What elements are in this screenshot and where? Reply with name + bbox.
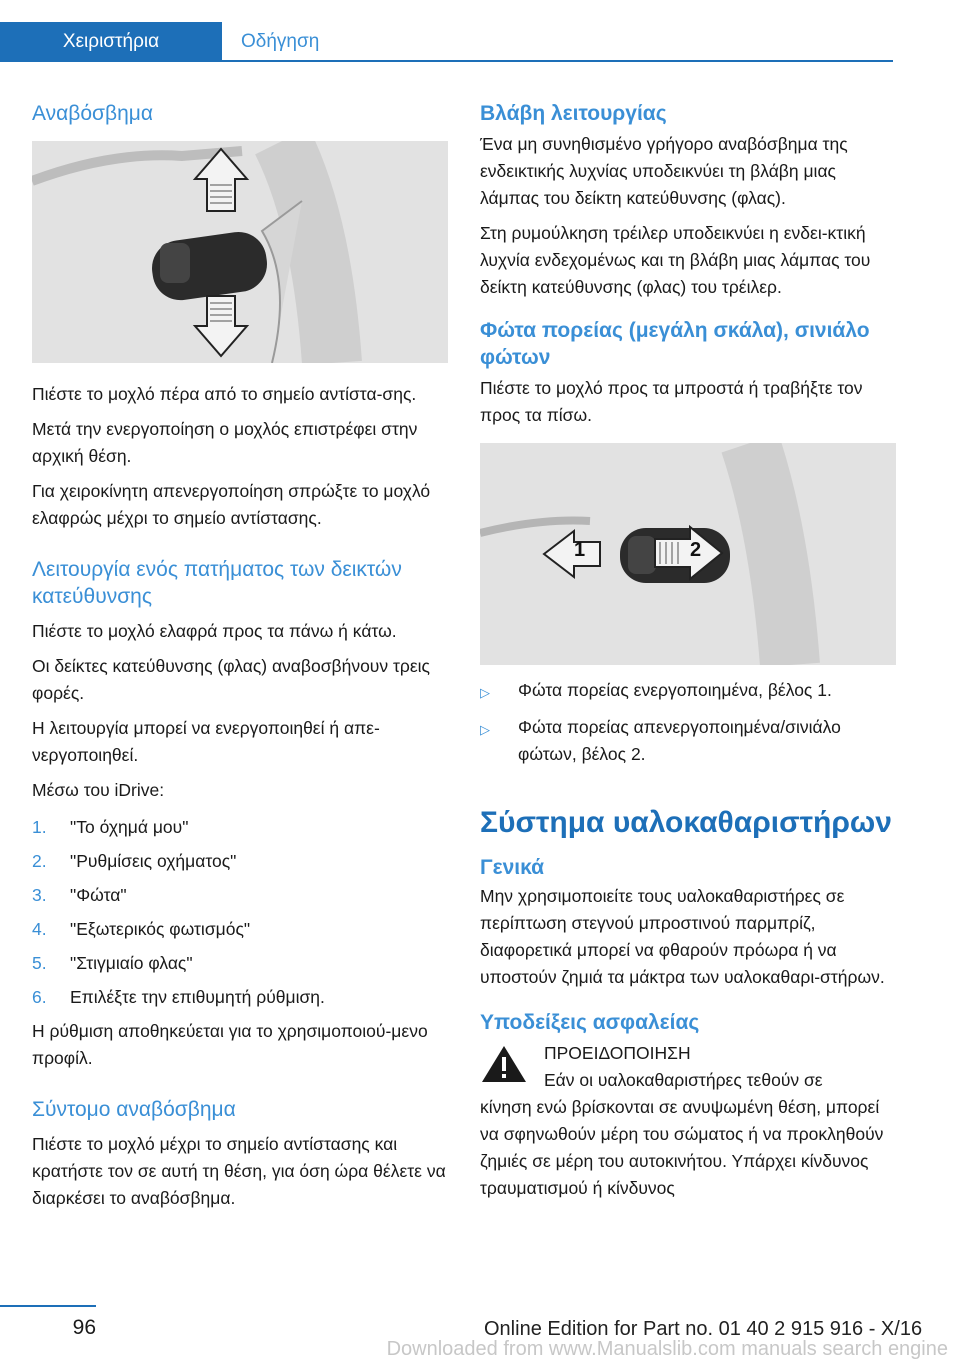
lever-forward-back-drawing — [480, 443, 896, 665]
warning-lead: Εάν οι υαλοκαθαριστήρες τεθούν σε — [544, 1070, 823, 1090]
section-title-malfunction: Βλάβη λειτουργίας — [480, 102, 667, 125]
list-item — [32, 882, 448, 909]
watermark: Downloaded from www.Manualslib.com manuals search engine — [386, 1338, 948, 1360]
step-number: 1. — [32, 817, 47, 837]
paragraph: Πιέστε το μοχλό ελαφρά προς τα πάνω ή κάτω. — [32, 621, 397, 641]
section-title-flashing: Αναβόσβημα — [32, 102, 153, 125]
lever-up-down-drawing — [32, 141, 448, 363]
paragraph: Στη ρυμούλκηση τρέιλερ υποδεικνύει η ενδει-κτική λυχνία ενδεχομένως και τη βλάβη μιας λάμπας του δείκτη κατεύθυνσης (φλας) του τρέιλερ. — [480, 223, 871, 297]
arrow-label-2: 2 — [690, 539, 702, 561]
list-item — [32, 814, 448, 841]
section-title-short-flash: Σύντομο αναβόσβημα — [32, 1098, 236, 1121]
step-text: "Φώτα" — [70, 885, 127, 905]
bullet-text: Φώτα πορείας απενεργοποιημένα/σινιάλο φώτων, βέλος 2. — [518, 717, 841, 764]
tab-driving[interactable]: Οδήγηση — [241, 31, 320, 52]
step-number: 6. — [32, 987, 47, 1007]
list-item — [32, 984, 448, 1011]
tab-underline — [222, 60, 893, 62]
list-item — [32, 950, 448, 977]
paragraph: Πιέστε το μοχλό προς τα μπροστά ή τραβήξτε τον προς τα πίσω. — [480, 378, 863, 425]
step-number: 2. — [32, 851, 47, 871]
chapter-title-wipers: Σύστημα υαλοκαθαριστήρων — [480, 806, 892, 839]
lever-up-down-illustration — [32, 141, 448, 363]
high-beam-bullets — [480, 677, 896, 768]
step-number: 5. — [32, 953, 47, 973]
section-title-safety: Υποδείξεις ασφαλείας — [480, 1011, 700, 1034]
step-text: "Στιγμιαίο φλας" — [70, 953, 193, 973]
step-text: "Ρυθμίσεις οχήματος" — [70, 851, 237, 871]
edition-footer: Online Edition for Part no. 01 40 2 915 916 - X/16 — [484, 1318, 923, 1340]
step-text: "Το όχημά μου" — [70, 817, 189, 837]
left-column — [32, 100, 448, 1220]
idrive-steps-list — [32, 814, 448, 1011]
page-number: 96 — [72, 1316, 96, 1339]
top-tab-bar — [0, 22, 893, 62]
step-number: 4. — [32, 919, 47, 939]
warning-heading: ΠΡΟΕΙΔΟΠΟΙΗΣΗ — [544, 1043, 691, 1063]
section-title-high-beams: Φώτα πορείας (μεγάλη σκάλα), σινιάλο φώτων — [480, 319, 870, 369]
paragraph: Η ρύθμιση αποθηκεύεται για το χρησιμοποιού-μενο προφίλ. — [32, 1021, 428, 1068]
step-number: 3. — [32, 885, 47, 905]
warning-block — [480, 1040, 896, 1094]
tab-controls[interactable]: Χειριστήρια — [0, 22, 222, 62]
paragraph: Οι δείκτες κατεύθυνσης (φλας) αναβοσβήνουν τρεις φορές. — [32, 656, 430, 703]
list-item — [480, 677, 896, 706]
paragraph: Πιέστε το μοχλό μέχρι το σημείο αντίστασης και κρατήστε τον σε αυτή τη θέση, για όση ώρα θέλετε να διαρκέσει το αναβόσβημα. — [32, 1134, 446, 1208]
list-item — [32, 848, 448, 875]
list-item — [32, 916, 448, 943]
triangle-bullet-icon: ▷ — [480, 722, 490, 737]
section-title-one-touch: Λειτουργία ενός πατήματος των δεικτών κατεύθυνσης — [32, 558, 402, 608]
section-title-general: Γενικά — [480, 856, 545, 879]
warning-triangle-icon — [480, 1044, 528, 1084]
list-item — [480, 714, 896, 768]
page-number-rule — [0, 1305, 96, 1307]
triangle-bullet-icon: ▷ — [480, 685, 490, 700]
paragraph: Ένα μη συνηθισμένο γρήγορο αναβόσβημα της ενδεικτικής λυχνίας υποδεικνύει τη βλάβη μιας λάμπας του δείκτη κατεύθυνσης (φλας). — [480, 134, 848, 208]
arrow-label-1: 1 — [574, 539, 586, 561]
paragraph: Μέσω του iDrive: — [32, 780, 165, 800]
step-text: Επιλέξτε την επιθυμητή ρύθμιση. — [70, 987, 325, 1007]
paragraph: Για χειροκίνητη απενεργοποίηση σπρώξτε το μοχλό ελαφρώς μέχρι το σημείο αντίστασης. — [32, 481, 431, 528]
warning-text: κίνηση ενώ βρίσκονται σε ανυψωμένη θέση, μπορεί να σφηνωθούν μέρη του σώματος ή να προκληθούν ζημιές σε μέρη του αυτοκινήτου. Υπάρχει κίνδυνος τραυματισμού ή κίνδυνος — [480, 1097, 884, 1198]
paragraph: Πιέστε το μοχλό πέρα από το σημείο αντίστα-σης. — [32, 384, 417, 404]
right-column — [480, 100, 896, 1210]
paragraph: Μετά την ενεργοποίηση ο μοχλός επιστρέφει στην αρχική θέση. — [32, 419, 418, 466]
step-text: "Εξωτερικός φωτισμός" — [70, 919, 251, 939]
lever-forward-back-illustration — [480, 443, 896, 665]
paragraph: Η λειτουργία μπορεί να ενεργοποιηθεί ή απε-νεργοποιηθεί. — [32, 718, 380, 765]
paragraph: Μην χρησιμοποιείτε τους υαλοκαθαριστήρες σε περίπτωση στεγνού μπροστινού παρμπρίζ, διαφορετικά μπορεί να φθαρούν πρόωρα ή να υποστούν ζημιά τα μάκτρα των υαλοκαθαρι-στήρων. — [480, 886, 885, 987]
bullet-text: Φώτα πορείας ενεργοποιημένα, βέλος 1. — [518, 680, 832, 700]
